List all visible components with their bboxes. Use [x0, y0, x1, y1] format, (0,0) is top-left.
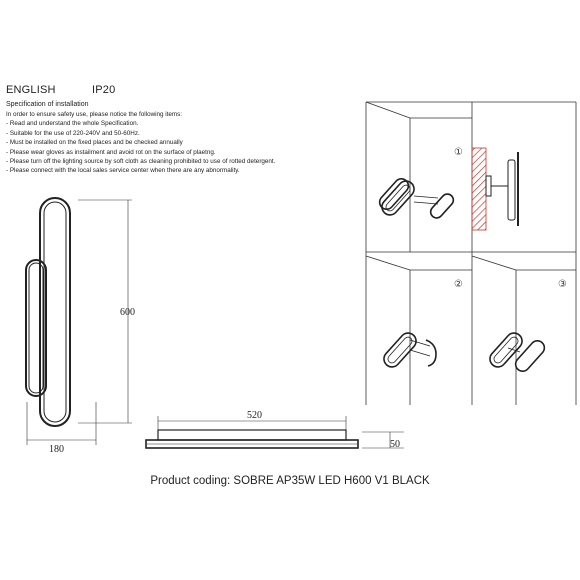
width-dimension: 180	[49, 444, 64, 455]
lamp-sketch-step-two	[381, 330, 436, 370]
spec-item: In order to ensure safety use, please notice the following items:	[6, 111, 183, 118]
wall-section	[472, 148, 486, 230]
front-view-lamp	[26, 198, 70, 426]
product-coding: Product coding: SOBRE AP35W LED H600 V1 BLACK	[150, 475, 430, 487]
spec-title: Specification of installation	[6, 101, 89, 108]
lamp-sketch-step-one	[377, 176, 456, 220]
length-dimension: 520	[247, 410, 262, 421]
spec-item: - Suitable for the use of 220-240V and 50-60Hz.	[6, 129, 140, 137]
lamp-sketch-step-three	[487, 330, 548, 374]
side-view-lamp	[146, 430, 358, 448]
step-one-marker: ①	[454, 147, 463, 158]
installation-diagram	[366, 102, 576, 405]
depth-dimension: 50	[390, 439, 400, 450]
language-label: ENGLISH	[6, 84, 56, 96]
mount-bracket-section	[486, 152, 518, 226]
step-three-marker: ③	[558, 279, 567, 290]
spec-item: - Read and understand the whole Specification.	[6, 120, 139, 128]
step-two-marker: ②	[454, 279, 463, 290]
spec-item: - Must be installed on the fixed places and be checked annually	[6, 139, 183, 147]
spec-item: - Please wear gloves as instailment and avoid rot on the surface of plaetng.	[6, 148, 216, 156]
ip-rating-label: IP20	[92, 84, 116, 96]
spec-item: - Please connect with the local sales service center when there are any abnormality.	[6, 167, 240, 175]
spec-item: - Please turn off the lighting source by soft cloth as cleaning prohibited to use of rotted detergent.	[6, 158, 276, 166]
height-dimension: 600	[120, 307, 135, 318]
